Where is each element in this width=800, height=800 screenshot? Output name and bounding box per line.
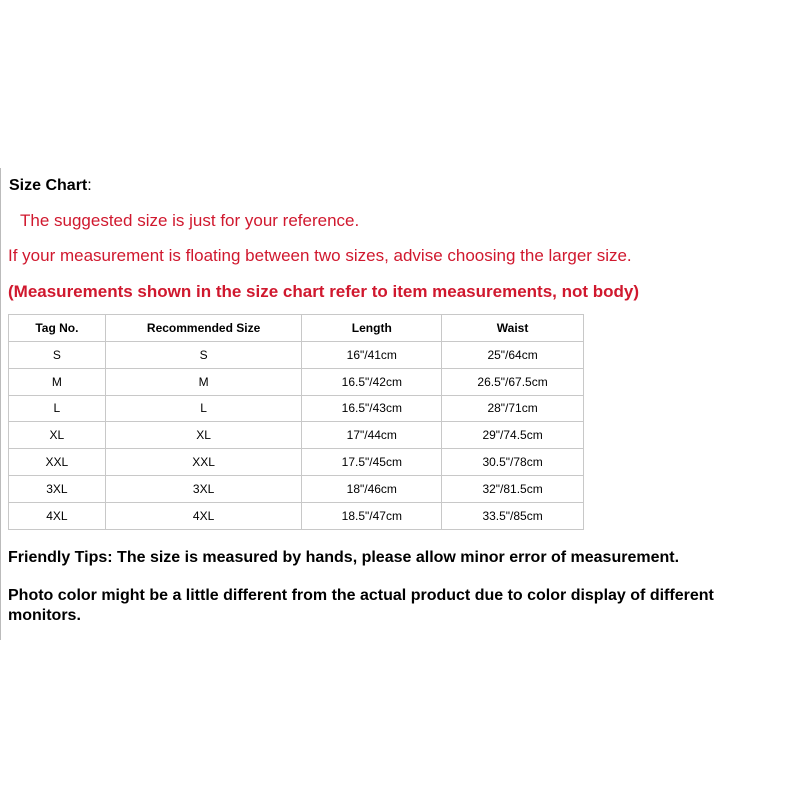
cell-waist: 29"/74.5cm bbox=[442, 422, 584, 449]
cell-recommended-size: XL bbox=[105, 422, 302, 449]
cell-length: 16"/41cm bbox=[302, 342, 442, 369]
cell-length: 18"/46cm bbox=[302, 475, 442, 502]
header-waist: Waist bbox=[442, 315, 584, 342]
measurements-note: (Measurements shown in the size chart refer to item measurements, not body) bbox=[8, 282, 640, 301]
cell-recommended-size: S bbox=[105, 342, 302, 369]
cell-waist: 33.5"/85cm bbox=[442, 502, 584, 529]
cell-waist: 32"/81.5cm bbox=[442, 475, 584, 502]
cell-waist: 28"/71cm bbox=[442, 395, 584, 422]
floating-size-note: If your measurement is floating between two sizes, advise choosing the larger size. bbox=[8, 246, 632, 265]
table-row bbox=[9, 395, 584, 422]
table-header-row bbox=[9, 315, 584, 342]
header-length: Length bbox=[302, 315, 442, 342]
cell-waist: 26.5"/67.5cm bbox=[442, 368, 584, 395]
table-row bbox=[9, 502, 584, 529]
left-divider bbox=[0, 168, 1, 640]
cell-length: 16.5"/42cm bbox=[302, 368, 442, 395]
cell-recommended-size: M bbox=[105, 368, 302, 395]
cell-waist: 30.5"/78cm bbox=[442, 449, 584, 476]
cell-tag-no: XXL bbox=[9, 449, 106, 476]
heading-title: Size Chart bbox=[9, 177, 88, 194]
cell-length: 16.5"/43cm bbox=[302, 395, 442, 422]
photo-color-note: Photo color might be a little different from the actual product due to color display of different monitors. bbox=[8, 587, 714, 624]
size-table bbox=[8, 314, 584, 530]
cell-tag-no: M bbox=[9, 368, 106, 395]
cell-recommended-size: 3XL bbox=[105, 475, 302, 502]
cell-length: 18.5"/47cm bbox=[302, 502, 442, 529]
table-row bbox=[9, 475, 584, 502]
table-row bbox=[9, 342, 584, 369]
heading-colon: : bbox=[87, 177, 92, 194]
friendly-tips: Friendly Tips: The size is measured by hands, please allow minor error of measurement. bbox=[8, 549, 680, 566]
table-row bbox=[9, 368, 584, 395]
size-chart-heading bbox=[9, 177, 92, 195]
table-row bbox=[9, 449, 584, 476]
cell-recommended-size: XXL bbox=[105, 449, 302, 476]
cell-tag-no: XL bbox=[9, 422, 106, 449]
reference-note: The suggested size is just for your reference. bbox=[20, 211, 360, 230]
cell-length: 17.5"/45cm bbox=[302, 449, 442, 476]
cell-tag-no: 4XL bbox=[9, 502, 106, 529]
cell-recommended-size: L bbox=[105, 395, 302, 422]
cell-tag-no: 3XL bbox=[9, 475, 106, 502]
cell-recommended-size: 4XL bbox=[105, 502, 302, 529]
header-tag-no: Tag No. bbox=[9, 315, 106, 342]
cell-waist: 25"/64cm bbox=[442, 342, 584, 369]
table-row bbox=[9, 422, 584, 449]
cell-tag-no: S bbox=[9, 342, 106, 369]
header-recommended-size: Recommended Size bbox=[105, 315, 302, 342]
cell-tag-no: L bbox=[9, 395, 106, 422]
cell-length: 17"/44cm bbox=[302, 422, 442, 449]
